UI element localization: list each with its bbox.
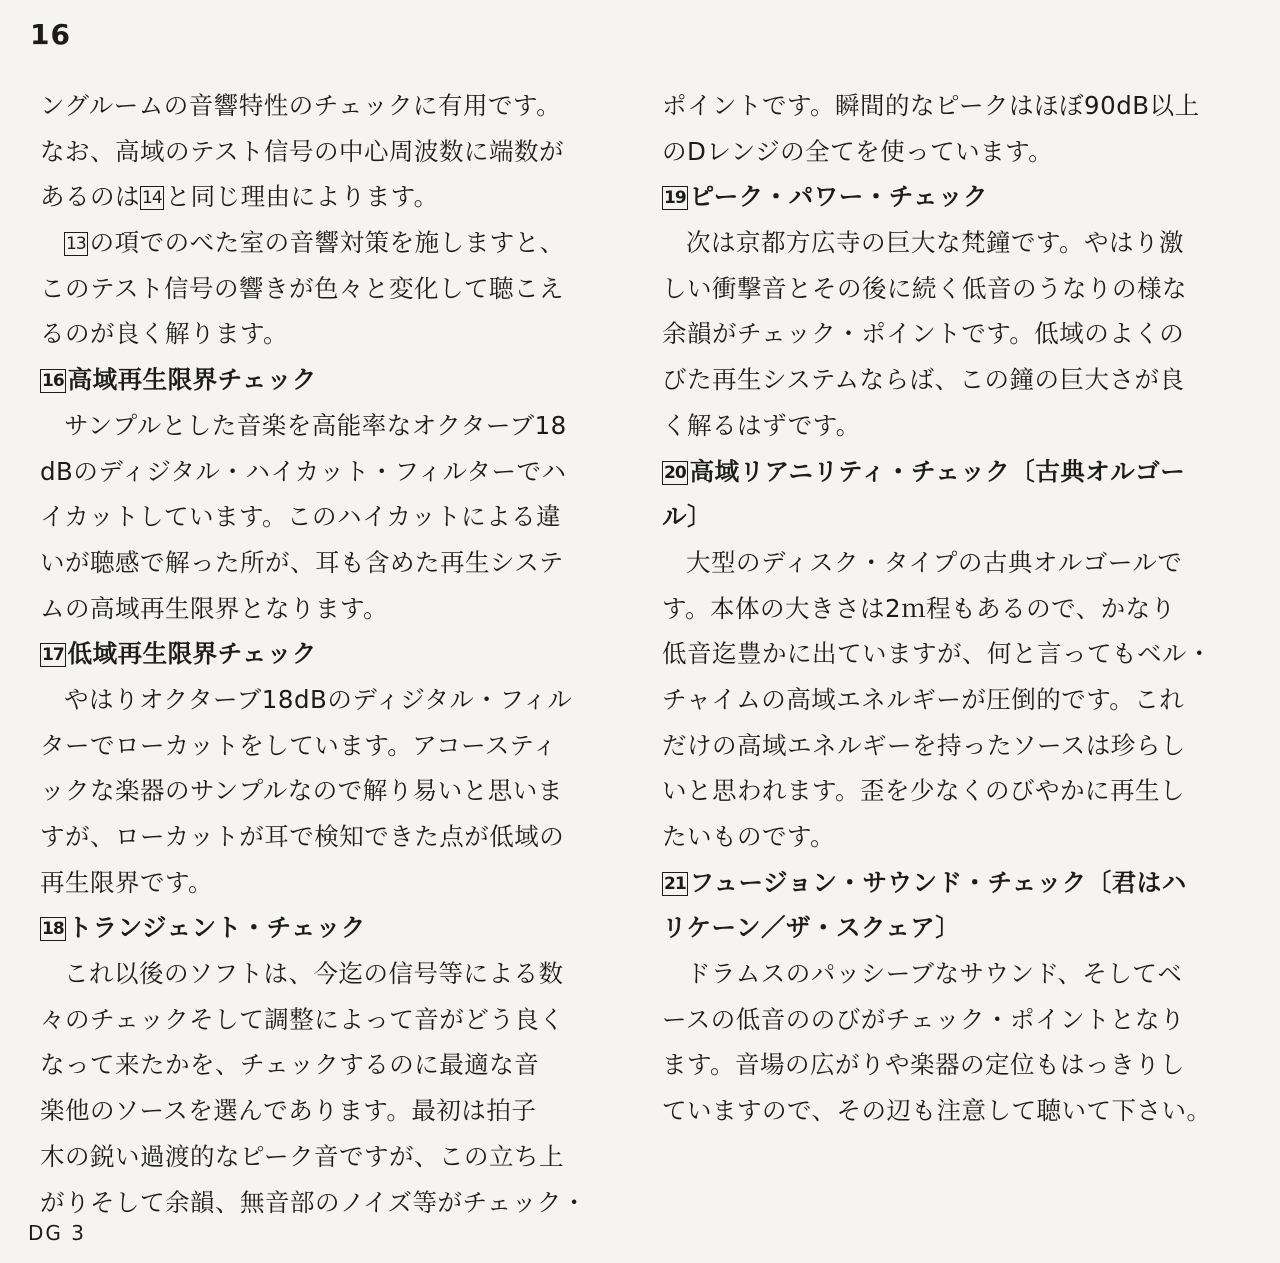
paragraph-line [662, 357, 1242, 403]
line-text: 次は京都方広寺の巨大な梵鐘です。やはり激 [686, 228, 1185, 258]
line-text: 々のチェックそして調整によって音がどう良く [40, 1004, 565, 1034]
line-text: サンプルとした音楽を高能率なオクターブ18 [64, 410, 567, 440]
line-text: リケーン／ザ・スクェア〕 [662, 913, 961, 943]
item-number-box: 14 [142, 188, 162, 209]
line-text: ースの低音ののびがチェック・ポイントとなり [662, 1004, 1186, 1034]
line-text: ル〕 [662, 502, 712, 532]
paragraph-line [40, 1180, 620, 1226]
line-text: がりそして余韻、無音部のノイズ等がチェック・ [40, 1187, 587, 1217]
section-heading [662, 174, 1242, 220]
paragraph-line [662, 311, 1242, 357]
footer-code: DG 3 [28, 1221, 86, 1245]
item-number-box: 20 [664, 462, 686, 483]
paragraph-line [40, 951, 620, 997]
section-heading [40, 905, 620, 951]
line-text: やはりオクターブ18dBのディジタル・フィル [64, 684, 573, 714]
line-text: このテスト信号の響きが色々と変化して聴こえ [40, 273, 565, 303]
paragraph-line [40, 860, 620, 906]
line-text: dBのディジタル・ハイカット・フィルターでハ [40, 456, 567, 486]
line-text: だけの高域エネルギーを持ったソースは珍らし [662, 730, 1186, 760]
line-text: イカットしています。このハイカットによる違 [40, 502, 562, 532]
paragraph-line [662, 1088, 1242, 1134]
paragraph-line [662, 266, 1242, 312]
page-number: 16 [30, 18, 71, 51]
paragraph-line [662, 540, 1242, 586]
item-number-box: 17 [42, 645, 64, 666]
paragraph-line [662, 586, 1242, 632]
paragraph-line [40, 586, 620, 632]
line-text: の項でのべた室の音響対策を施しますと、 [89, 228, 565, 258]
paragraph-line [40, 1042, 620, 1088]
line-text: チャイムの高域エネルギーが圧倒的です。これ [662, 684, 1185, 714]
paragraph-line [662, 83, 1242, 129]
paragraph-line [40, 83, 620, 129]
paragraph-line [662, 631, 1242, 677]
section-heading [662, 449, 1242, 495]
line-text: ターでローカットをしています。アコースティ [40, 730, 558, 760]
paragraph-line [662, 220, 1242, 266]
section-heading [662, 905, 1242, 951]
paragraph-line [40, 220, 620, 266]
item-number-box: 21 [664, 873, 686, 894]
paragraph-line [40, 266, 620, 312]
paragraph-line [40, 768, 620, 814]
left-column [40, 83, 620, 1225]
paragraph-line [662, 951, 1242, 997]
section-heading [40, 631, 620, 677]
line-text: これ以後のソフトは、今迄の信号等による数 [64, 959, 564, 989]
section-heading [662, 494, 1242, 540]
line-text: く解るはずです。 [662, 410, 861, 440]
line-text: ングルームの音響特性のチェックに有用です。 [40, 91, 562, 120]
line-text: 木の鋭い過渡的なピーク音ですが、この立ち上 [40, 1141, 565, 1171]
line-text: すが、ローカットが耳で検知できた点が低域の [40, 822, 565, 851]
item-number-box: 13 [66, 234, 86, 255]
paragraph-line [40, 1134, 620, 1180]
paragraph-line [662, 723, 1242, 769]
right-column [662, 83, 1242, 1134]
paragraph-line [40, 174, 620, 220]
line-text: 高域再生限界チェック [67, 365, 317, 395]
line-text: ていますので、その辺も注意して聴いて下さい。 [662, 1096, 1212, 1126]
line-text: るのが良く解ります。 [40, 319, 289, 349]
line-text: 低域再生限界チェック [67, 639, 317, 669]
paragraph-line [40, 311, 620, 357]
line-text: トランジェント・チェック [67, 913, 366, 943]
line-text: なって来たかを、チェックするのに最適な音 [40, 1050, 540, 1080]
line-text: 大型のディスク・タイプの古典オルゴールで [686, 547, 1183, 577]
line-text: なお、高域のテスト信号の中心周波数に端数が [40, 136, 565, 166]
paragraph-line [662, 677, 1242, 723]
line-text: いと思われます。歪を少なくのびやかに再生し [662, 776, 1186, 806]
paragraph-line [662, 814, 1242, 860]
line-text: ムの高域再生限界となります。 [40, 593, 389, 623]
item-number-box: 16 [42, 371, 64, 392]
line-text: のDレンジの全てを使っています。 [662, 136, 1054, 166]
line-text: しい衝撃音とその後に続く低音のうなりの様な [662, 273, 1187, 303]
line-text: ピーク・パワー・チェック [689, 182, 988, 212]
line-text: ックな楽器のサンプルなので解り易いと思いま [40, 776, 563, 806]
paragraph-line [40, 723, 620, 769]
paragraph-line [40, 677, 620, 723]
section-heading [662, 860, 1242, 906]
paragraph-line [662, 403, 1242, 449]
section-heading [40, 357, 620, 403]
paragraph-line [40, 403, 620, 449]
line-text: 低音迄豊かに出ていますが、何と言ってもベル・ [662, 639, 1212, 669]
paragraph-line [40, 540, 620, 586]
line-text: と同じ理由によります。 [165, 182, 439, 212]
line-text: ます。音場の広がりや楽器の定位もはっきりし [662, 1050, 1186, 1080]
line-text: ポイントです。瞬間的なピークはほぼ90dB以上 [662, 91, 1200, 120]
paragraph-line [662, 1042, 1242, 1088]
paragraph-line [662, 997, 1242, 1043]
line-text: フュージョン・サウンド・チェック〔君はハ [689, 867, 1187, 897]
paragraph-line [40, 494, 620, 540]
item-number-box: 19 [664, 188, 686, 209]
paragraph-line [40, 449, 620, 495]
item-number-box: 18 [42, 919, 64, 940]
paragraph-line [662, 129, 1242, 175]
line-text: 楽他のソースを選んであります。最初は拍子 [40, 1096, 537, 1126]
paragraph-line [40, 1088, 620, 1134]
line-text: す。本体の大きさは2ｍ程もあるので、かなり [662, 593, 1176, 623]
line-text: たいものです。 [662, 822, 836, 851]
line-text: いが聴感で解った所が、耳も含めた再生システ [40, 547, 564, 577]
line-text: 余韻がチェック・ポイントです。低域のよくの [662, 319, 1185, 349]
line-text: ドラムスのパッシーブなサウンド、そしてベ [686, 959, 1183, 989]
paragraph-line [662, 768, 1242, 814]
paragraph-line [40, 814, 620, 860]
line-text: びた再生システムならば、この鐘の巨大さが良 [662, 365, 1185, 395]
line-text: 高域リアニリティ・チェック〔古典オルゴー [689, 456, 1186, 486]
line-prefix: あるのは [40, 182, 140, 212]
paragraph-line [40, 129, 620, 175]
line-text: 再生限界です。 [40, 867, 214, 897]
paragraph-line [40, 997, 620, 1043]
